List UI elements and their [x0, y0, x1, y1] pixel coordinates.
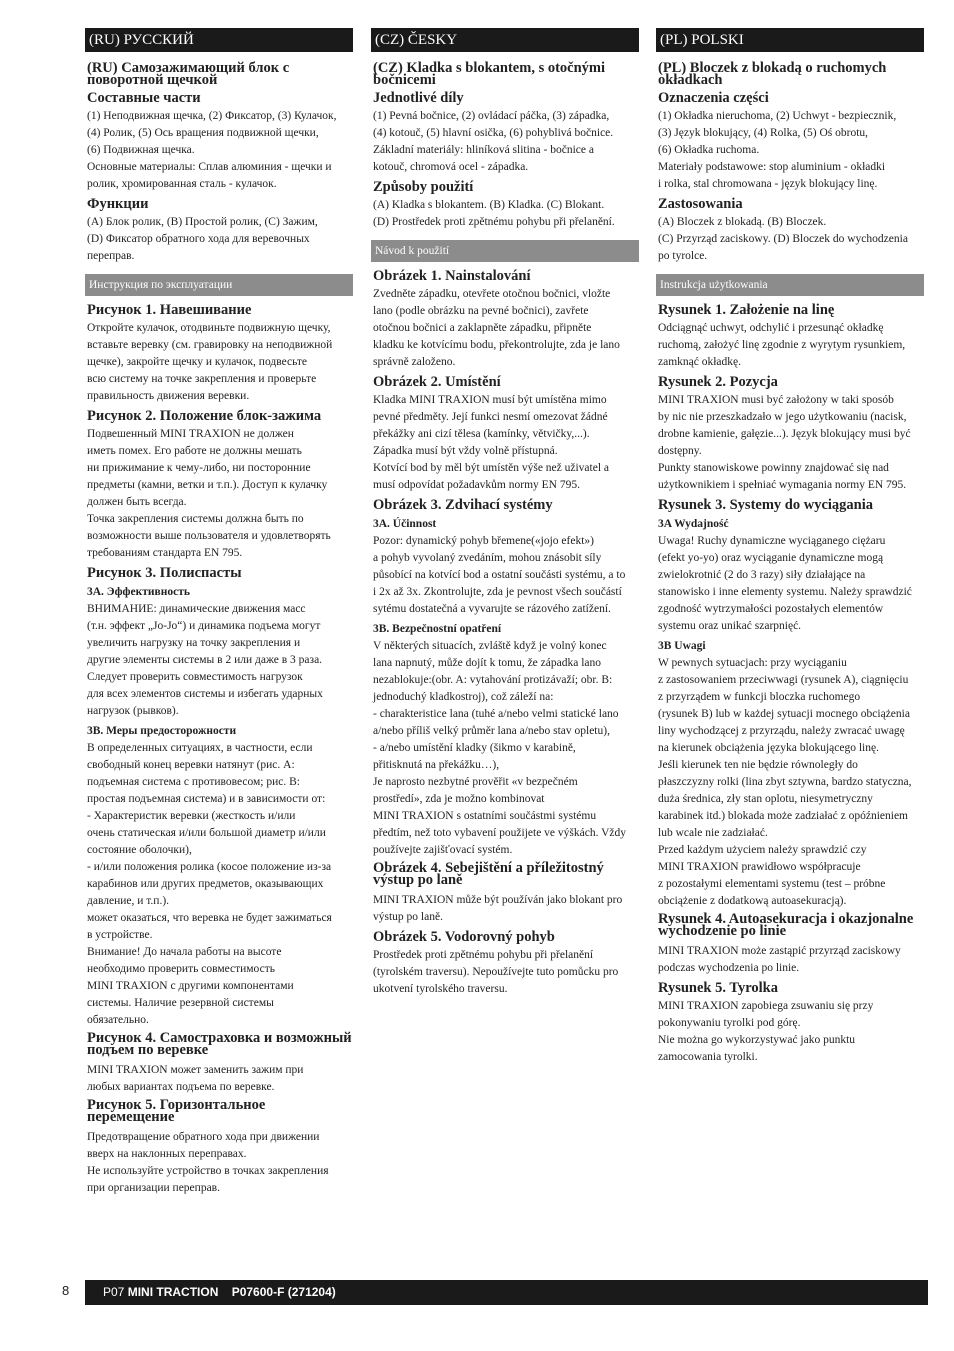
figure-2-text: Подвешенный MINI TRAXION не должен иметь помех. Его работе не должны мешать ни прижимание к чему-либо, ни посторонние предметы (камни, ветки и т.п.). Доступ к кулачку должен быть всегда. Точка закрепления системы должна быть по возможности выше пользователя и удовлетворять требованиям стандарта EN 795.: [87, 428, 331, 559]
footer-product: MINI TRACTION: [127, 1285, 219, 1299]
product-title: (PL) Bloczek z blokadą o ruchomych okładkach: [658, 60, 887, 88]
figure-3b-heading: 3B. Bezpečnostní opatření: [373, 623, 502, 635]
figure-4-heading: Рисунок 4. Самостраховка и возможный подъем по веревке: [87, 1030, 352, 1058]
functions-heading: Způsoby použití: [373, 179, 474, 195]
figure-5-heading: Рисунок 5. Горизонтальное перемещение: [87, 1097, 266, 1125]
functions-text: (A) Kladka s blokantem. (B) Kladka. (C) Blokant. (D) Prostředek proti zpětnému pohybu při přelanění.: [373, 199, 615, 228]
functions-heading: Функции: [87, 196, 149, 212]
footer-reference: P07600-F (271204): [231, 1285, 336, 1299]
parts-heading: Составные части: [87, 90, 201, 106]
figure-4-text: MINI TRAXION może zastąpić przyrząd zaciskowy podczas wychodzenia po linie.: [658, 945, 901, 974]
figure-3-heading: Obrázek 3. Zdvihací systémy: [373, 497, 553, 513]
figure-3-heading: Рисунок 3. Полиспасты: [87, 565, 242, 581]
figure-2-text: Kladka MINI TRAXION musí být umístěna mimo pevné předměty. Její funkci nesmí omezovat žádné překážky ani cizí tělesa (kamínky, větvičky,...). Západka musí být vždy volně přístupná. Kotvící bod by měl být umístěn výše než uživatel a musí odpovídat požadavkům normy EN 795.: [373, 394, 610, 491]
figure-5-heading: Obrázek 5. Vodorovný pohyb: [373, 929, 555, 945]
figure-5-text: MINI TRAXION zapobiega zsuwaniu się przy pokonywaniu tyrolki pod górę. Nie można go wykorzystywać jako punktu zamocowania tyrolki.: [658, 1000, 874, 1063]
parts-text: (1) Okładka nieruchoma, (2) Uchwyt - bezpiecznik, (3) Język blokujący, (4) Rolka, (5) Oś obrotu, (6) Okładka ruchoma. Materiały podstawowe: stop aluminium - okładki i rolka, stal chromowana - język blokujący linę.: [658, 110, 897, 190]
language-header: (PL) POLSKI: [656, 28, 924, 52]
figure-1-heading: Obrázek 1. Nainstalování: [373, 268, 531, 284]
figure-4-text: MINI TRAXION может заменить зажим при любых вариантах подъема по веревке.: [87, 1064, 304, 1093]
language-header: (CZ) ČESKY: [371, 28, 639, 52]
parts-heading: Oznaczenia części: [658, 90, 769, 106]
figure-3b-text: V některých situacích, zvláště když je volný konec lana napnutý, může dojít k tomu, že západka lano nezablokuje:(obr. A: vytahování protizávaží; obr. B: jednoduchý kladkostroj), což záleží na: - charakteristice lana (tuhé a/nebo velmi statické lano a/nebo příliš velký průměr lana a/nebo stav opletu), - a/nebo umístění kladky (šikmo v karabině, přitisknutá na překážku…), Je naprosto nezbytné prověřit «v bezpečném prostředí», zda je možno kombinovat MINI TRAXION s ostatními součástmi systému předtím, než toto vybavení použijete ve výškách. Vždy používejte zajišťovací systém.: [373, 640, 627, 856]
usage-instructions-band: Návod k použití: [371, 240, 639, 262]
parts-heading: Jednotlivé díly: [373, 90, 464, 106]
figure-1-text: Odciągnąć uchwyt, odchylić i przesunąć okładkę ruchomą, założyć linę zgodnie z wyrytym rysunkiem, zamknąć okładkę.: [658, 322, 906, 368]
figure-3b-text: W pewnych sytuacjach: przy wyciąganiu z zastosowaniem przeciwwagi (rysunek A), ciągnięciu z przyrządem w funkcji bloczka ruchomego (rysunek B) lub w każdej sytuacji mocnego obciążenia liny wychodzącej z przyrządu, należy zwracać uwagę na kierunek obciążenia języka blokującego linę. Jeśli kierunek ten nie będzie równoległy do płaszczyzny rolki (lina zbyt sztywna, bardzo statyczna, duża średnica, zły stan oplotu, niesymetryczny karabinek itd.) blokada może zadziałać z opóźnieniem lub wcale nie zadziałać. Przed każdym użyciem należy sprawdzić czy MINI TRAXION prawidłowo współpracuje z pozostałymi elementami systemu (test – próbne obciążenie z dodatkową autoasekuracją).: [658, 657, 912, 907]
figure-1-text: Откройте кулачок, отодвиньте подвижную щечку, вставьте веревку (см. гравировку на неподвижной щечке), закройте щечку и кулачок, подвесьте всю систему на точке закрепления и проверьте правильность движения веревки.: [87, 322, 333, 402]
functions-text: (А) Блок ролик, (В) Простой ролик, (С) Зажим, (D) Фиксатор обратного хода для веревочных переправ.: [87, 216, 318, 262]
language-header: (RU) РУССКИЙ: [85, 28, 353, 52]
functions-text: (A) Bloczek z blokadą. (B) Bloczek. (C) Przyrząd zaciskowy. (D) Bloczek do wychodzenia po tyrolce.: [658, 216, 908, 262]
figure-4-text: MINI TRAXION může být používán jako blokant pro výstup po laně.: [373, 894, 623, 923]
page-number: 8: [62, 1283, 70, 1298]
figure-3b-heading: 3B Uwagi: [658, 640, 706, 652]
figure-3a-heading: 3А. Эффективность: [87, 586, 190, 598]
figure-5-heading: Rysunek 5. Tyrolka: [658, 980, 778, 996]
figure-4-heading: Obrázek 4. Sebejištění a příležitostný výstup po laně: [373, 860, 604, 888]
product-title: (CZ) Kladka s blokantem, s otočnými bočnicemi: [373, 60, 606, 88]
figure-5-text: Prostředek proti zpětnému pohybu při přelanění (tyrolském traversu). Nepoužívejte tuto pomůcku pro ukotvení tyrolského traversu.: [373, 949, 619, 995]
figure-3a-heading: 3A. Účinnost: [373, 518, 437, 530]
figure-3a-text: Uwaga! Ruchy dynamiczne wyciąganego ciężaru (efekt yo-yo) oraz wyciąganie dynamiczne mogą zwielokrotnić (2 do 3 razy) siły działające na stanowisko i inne elementy systemu. Należy sprawdzić zgodność wytrzymałości pozostałych elementów systemu oraz unikać szarpnięć.: [658, 535, 912, 632]
figure-3a-heading: 3A Wydajność: [658, 518, 729, 530]
figure-1-text: Zvedněte západku, otevřete otočnou bočnici, vložte lano (podle obrázku na pevné bočnici), zavřete otočnou bočnici a zaklapněte západku, připněte kladku ke kotvícímu bodu, překontrolujte, zda je lano správně založeno.: [373, 288, 620, 368]
figure-3a-text: ВНИМАНИЕ: динамические движения масс (т.н. эффект „Jo-Jo“) и динамика подъема могут увеличить нагрузку на точку закрепления и другие элементы системы в 2 или даже в 3 раза. Следует проверить совместимость нагрузок для всех элементов системы и избегать ударных нагрузок (рывков).: [87, 603, 323, 717]
figure-4-heading: Rysunek 4. Autoasekuracja i okazjonalne wychodzenie po linie: [658, 911, 914, 939]
figure-2-heading: Rysunek 2. Pozycja: [658, 374, 778, 390]
figure-3b-text: В определенных ситуациях, в частности, если свободный конец веревки натянут (рис. А: подъемная система с противовесом; рис. В: простая подъемная система) и в зависимости от: - Характеристик веревки (жесткость и/или очень статическая и/или большой диаметр и/или состояние оболочки), - и/или положения ролика (косое положение из-за карабинов или других предметов, оказывающих давление, и т.п.). может оказаться, что веревка не будет зажиматься в устройстве. Внимание! До начала работы на высоте необходимо проверить совместимость MINI TRAXION с другими компонентами системы. Наличие резервной системы обязательно.: [87, 742, 332, 1026]
column-russian: [85, 28, 353, 1197]
figure-2-heading: Obrázek 2. Umístění: [373, 374, 501, 390]
product-title: (RU) Самозажимающий блок с поворотной щечкой: [87, 60, 290, 88]
figure-3b-heading: 3В. Меры предосторожности: [87, 725, 237, 737]
column-czech: [371, 28, 639, 998]
footer-code: P07: [103, 1285, 125, 1299]
parts-text: (1) Pevná bočnice, (2) ovládací páčka, (3) západka, (4) kotouč, (5) hlavní osička, (6) pohyblivá bočnice. Základní materiály: hliníková slitina - bočnice a kotouč, chromová ocel - západka.: [373, 110, 614, 173]
footer-bar: [85, 1280, 928, 1305]
figure-5-text: Предотвращение обратного хода при движении вверх на наклонных переправах. Не используйте устройство в точках закрепления при организации переправ.: [87, 1131, 329, 1194]
figure-1-heading: Рисунок 1. Навешивание: [87, 302, 252, 318]
functions-heading: Zastosowania: [658, 196, 743, 212]
figure-1-heading: Rysunek 1. Założenie na linę: [658, 302, 835, 318]
figure-3a-text: Pozor: dynamický pohyb břemene(«jojo efekt») a pohyb vyvolaný zvedáním, mohou znásobit síly působící na kotvící bod a ostatní součásti systému, a to i 2x až 3x. Zkontrolujte, zda je pevnost všech součástí sytému dostatečná a vyvarujte se rázového zatížení.: [373, 535, 626, 615]
parts-text: (1) Неподвижная щечка, (2) Фиксатор, (3) Кулачок, (4) Ролик, (5) Ось вращения подвижной щечки, (6) Подвижная щечка. Основные материалы: Сплав алюминия - щечки и ролик, хромированная сталь - кулачок.: [87, 110, 337, 190]
figure-2-text: MINI TRAXION musi być założony w taki sposób by nic nie przeszkadzało w jego użytkowaniu (nacisk, drobne kamienie, gałęzie...). Język blokujący musi być dostępny. Punkty stanowiskowe powinny znajdować się nad użytkownikiem i spełniać wymagania normy EN 795.: [658, 394, 911, 491]
figure-3-heading: Rysunek 3. Systemy do wyciągania: [658, 497, 874, 513]
usage-instructions-band: Instrukcja użytkowania: [656, 274, 924, 296]
usage-instructions-band: Инструкция по эксплуатации: [85, 274, 353, 296]
column-polish: [656, 28, 924, 1066]
figure-2-heading: Рисунок 2. Положение блок-зажима: [87, 408, 322, 424]
